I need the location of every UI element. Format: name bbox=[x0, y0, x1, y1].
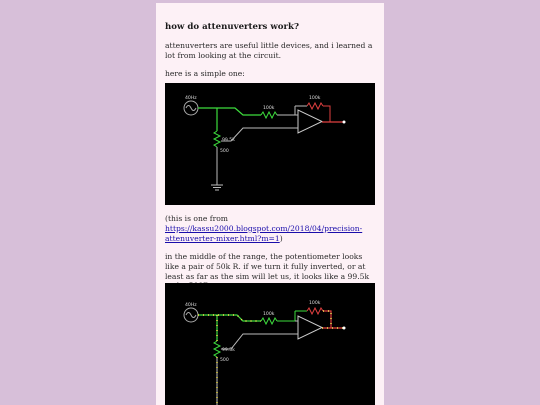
feedback-resistor-label: 100k bbox=[309, 96, 321, 101]
op-amp-icon bbox=[298, 110, 322, 133]
pot-lower-label: 500 bbox=[220, 149, 229, 154]
op-amp-icon bbox=[298, 316, 322, 339]
source-paragraph bbox=[165, 214, 377, 243]
circuit-1-svg bbox=[165, 83, 375, 205]
circuit-diagram-1 bbox=[165, 83, 375, 205]
input-resistor-label: 100k bbox=[263, 106, 275, 111]
potentiometer-icon bbox=[214, 131, 220, 147]
feedback-resistor-icon bbox=[307, 308, 323, 314]
input-resistor-icon bbox=[261, 112, 277, 118]
source-label: 40Hz bbox=[185, 96, 197, 101]
feedback-resistor-label: 100k bbox=[309, 301, 321, 306]
circuit-diagram-2 bbox=[165, 283, 375, 405]
input-resistor-label: 100k bbox=[263, 312, 275, 317]
potentiometer-icon bbox=[214, 341, 220, 357]
circuit-2-svg bbox=[165, 283, 375, 405]
feedback-resistor-icon bbox=[307, 103, 323, 109]
pot-upper-label: 99.5k bbox=[222, 348, 235, 353]
post-title: how do attenuverters work? bbox=[165, 22, 300, 32]
source-label: 40Hz bbox=[185, 303, 197, 308]
intro-paragraph: attenuverters are useful little devices, and i learned a lot from looking at the circuit. bbox=[165, 41, 373, 60]
blog-post bbox=[156, 3, 384, 405]
lead-paragraph: here is a simple one: bbox=[165, 69, 245, 78]
input-resistor-icon bbox=[261, 318, 277, 324]
source-link[interactable]: https://kassu2000.blogspot.com/2018/04/precision-attenuverter-mixer.html?m=1 bbox=[165, 223, 363, 243]
pot-lower-label: 500 bbox=[220, 358, 229, 363]
middle-paragraph: in the middle of the range, the potentiometer looks like a pair of 50k R. if we turn it fully inverted, or at least as far as the sim will let us, it looks like a 99.5k bbox=[165, 252, 370, 281]
ground-icon bbox=[211, 185, 223, 190]
pot-upper-label: 99.5k bbox=[222, 138, 235, 143]
source-prefix: (this is one from bbox=[165, 214, 228, 223]
source-suffix: ) bbox=[279, 233, 283, 243]
